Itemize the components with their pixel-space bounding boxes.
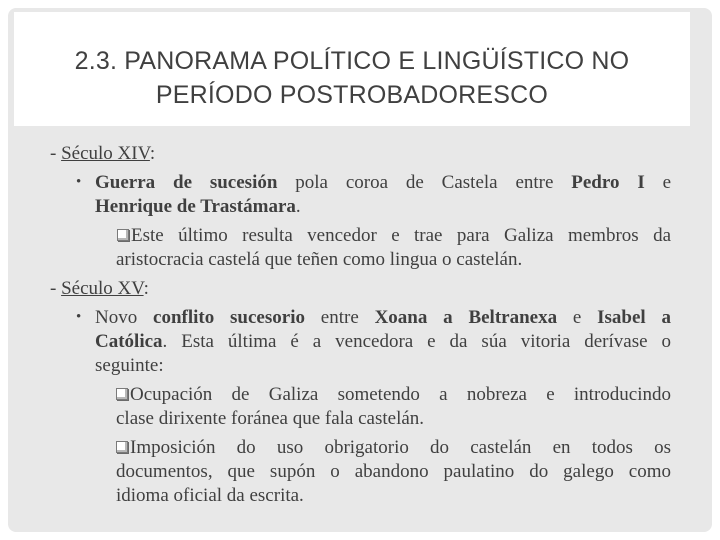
sub-xv-1-line-1: Ocupación de Galiza sometendo a nobreza e introducindo (130, 384, 671, 405)
sub-xiv-line-2: aristocracia castelá que teñen como lingua o castelán. (116, 249, 523, 270)
bullet-xv-line-3: seguinte: (95, 355, 164, 376)
bullet-xv-line-1: Novo conflito sucesorio entre Xoana a Beltranexa e Isabel a (95, 307, 671, 328)
sub-xiv-line-1: Este último resulta vencedor e trae para Galiza membros da (131, 225, 671, 246)
section-heading-xiv: - Século XIV: (50, 143, 156, 164)
checkbox-bullet-icon (116, 388, 128, 400)
bullet-dot-icon: • (76, 174, 82, 190)
title-line-1: 2.3. PANORAMA POLÍTICO E LINGÜÍSTICO NO (74, 47, 630, 75)
checkbox-bullet-icon (117, 229, 129, 241)
slide-title (14, 12, 690, 112)
bullet-dot-icon: • (76, 309, 82, 325)
sub-xv-2-line-3: idioma oficial da escrita. (116, 485, 304, 506)
bullet-xiv-line-2: Henrique de Trastámara. (95, 196, 301, 217)
bullet-xiv-line-1: Guerra de sucesión pola coroa de Castela entre Pedro I e (95, 172, 672, 193)
sub-xv-2-line-2: documentos, que supón o abandono paulatino do galego como (116, 461, 671, 482)
sub-xv-2-line-1: Imposición do uso obrigatorio do castelán en todos os (130, 437, 671, 458)
sub-xv-1-line-2: clase dirixente foránea que fala castelán. (116, 408, 425, 429)
checkbox-bullet-icon (116, 441, 128, 453)
title-line-2: PERÍODO POSTROBADORESCO (155, 81, 549, 109)
section-heading-xv: - Século XV: (50, 278, 149, 299)
title-box (14, 12, 690, 126)
section-label-xiv: Século XIV (61, 143, 150, 164)
bullet-xv-line-2: Católica. Esta última é a vencedora e da súa vitoria derívase o (95, 331, 671, 352)
section-label-xv: Século XV (61, 278, 144, 299)
